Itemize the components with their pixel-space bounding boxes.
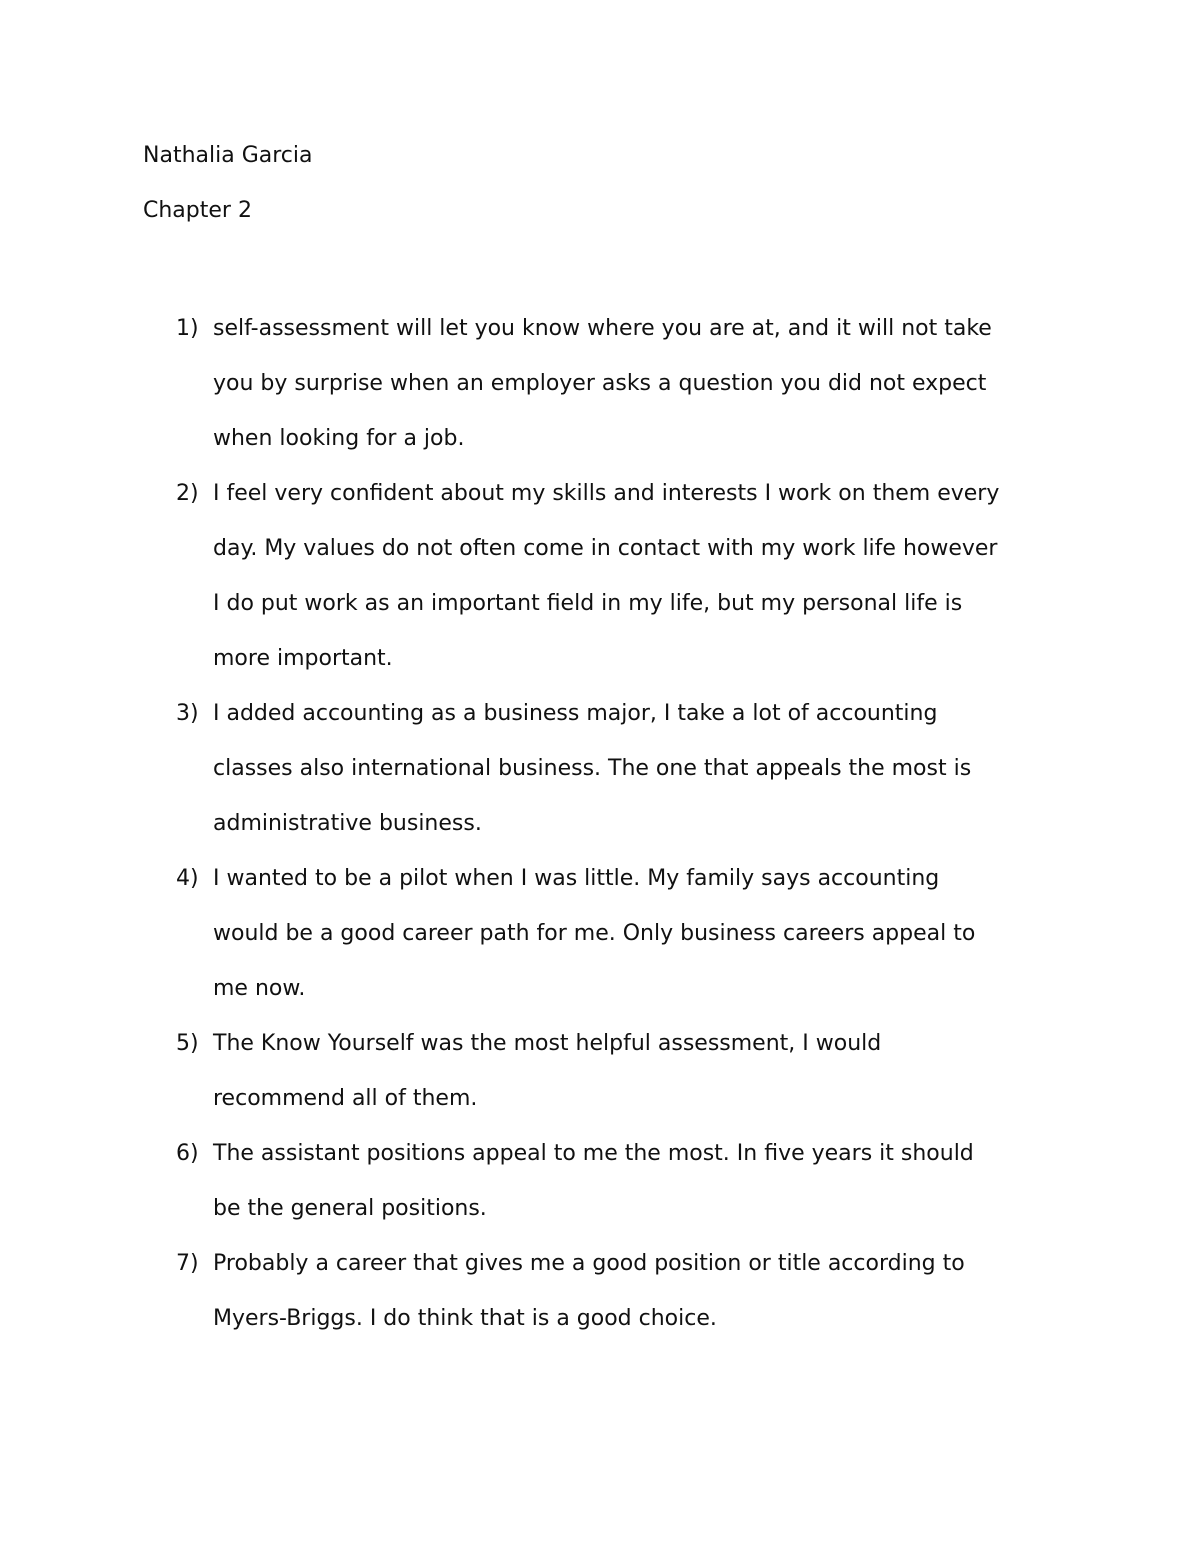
answer-line: would be a good career path for me. Only business careers appeal to (213, 921, 976, 946)
answer-item-4 (0, 851, 1200, 1016)
answer-line: self-assessment will let you know where you are at, and it will not take (213, 316, 992, 341)
answer-item-6 (0, 1126, 1200, 1236)
answer-text (213, 686, 1073, 851)
answer-text (213, 301, 1073, 466)
answer-item-7 (0, 1236, 1200, 1346)
answer-number: 4) (176, 866, 199, 891)
answer-line: more important. (213, 646, 393, 671)
answer-line: I do put work as an important field in my life, but my personal life is (213, 591, 963, 616)
answer-line: The Know Yourself was the most helpful assessment, I would (213, 1031, 882, 1056)
answer-number: 6) (176, 1141, 199, 1166)
answer-line: when looking for a job. (213, 426, 465, 451)
answer-text (213, 1016, 1073, 1126)
answer-line: The assistant positions appeal to me the most. In five years it should (213, 1141, 974, 1166)
answer-number: 5) (176, 1031, 199, 1056)
answer-number: 1) (176, 316, 199, 341)
answer-text (213, 1126, 1073, 1236)
answer-text (213, 851, 1073, 1016)
answer-text (213, 466, 1073, 686)
answer-line: I added accounting as a business major, I take a lot of accounting (213, 701, 938, 726)
answer-item-2 (0, 466, 1200, 686)
answer-line: I feel very confident about my skills and interests I work on them every (213, 481, 1000, 506)
answer-line: recommend all of them. (213, 1086, 478, 1111)
chapter-title: Chapter 2 (143, 198, 252, 223)
answer-line: Myers-Briggs. I do think that is a good choice. (213, 1306, 717, 1331)
answer-line: me now. (213, 976, 306, 1001)
answer-list (0, 301, 1200, 1346)
answer-number: 7) (176, 1251, 199, 1276)
answer-item-1 (0, 301, 1200, 466)
answer-line: I wanted to be a pilot when I was little. My family says accounting (213, 866, 940, 891)
answer-line: be the general positions. (213, 1196, 487, 1221)
answer-number: 2) (176, 481, 199, 506)
answer-text (213, 1236, 1073, 1346)
answer-item-3 (0, 686, 1200, 851)
answer-line: classes also international business. The one that appeals the most is (213, 756, 972, 781)
answer-line: you by surprise when an employer asks a question you did not expect (213, 371, 987, 396)
answer-line: day. My values do not often come in contact with my work life however (213, 536, 998, 561)
answer-item-5 (0, 1016, 1200, 1126)
answer-line: administrative business. (213, 811, 482, 836)
author-name: Nathalia Garcia (143, 143, 313, 168)
answer-number: 3) (176, 701, 199, 726)
answer-line: Probably a career that gives me a good position or title according to (213, 1251, 965, 1276)
